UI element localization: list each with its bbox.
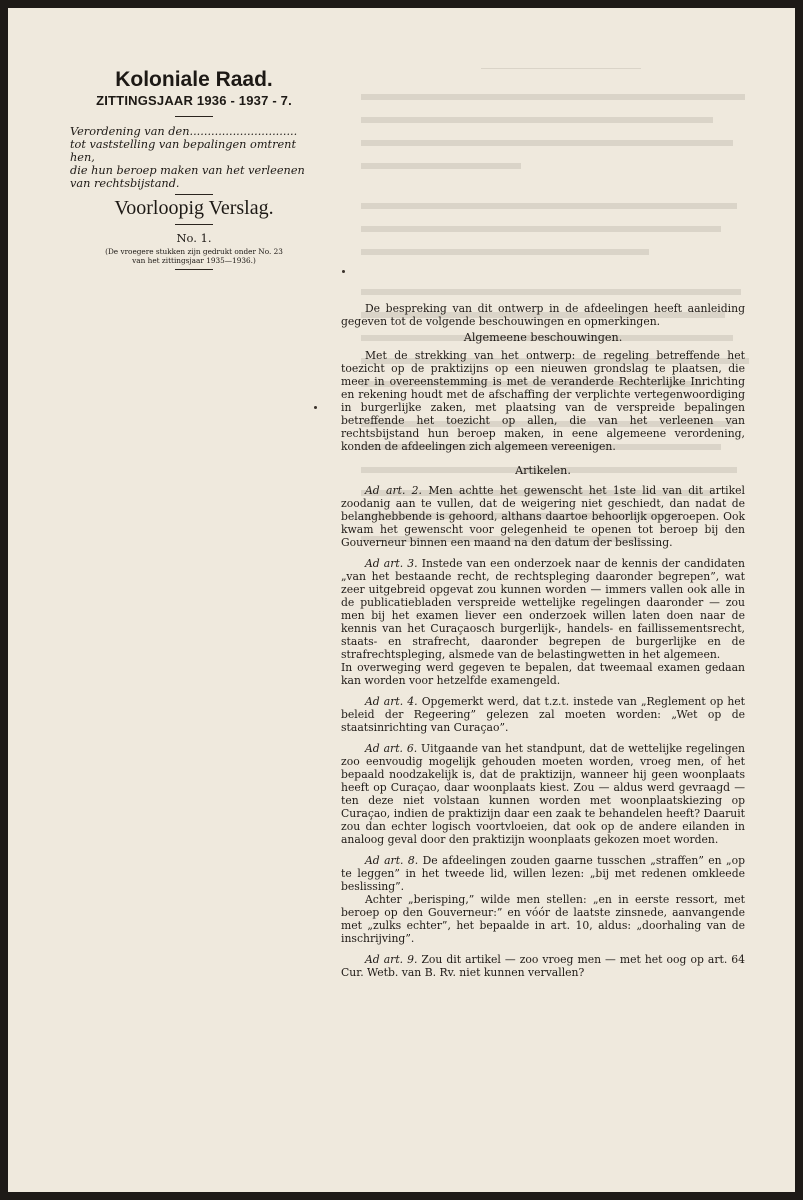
- divider: [175, 116, 213, 117]
- bleed-line: [361, 241, 649, 255]
- article-ref: Ad art. 8.: [365, 854, 419, 867]
- intro-paragraph: De bespreking van dit ontwerp in de afdeelingen heeft aanleiding gegeven tot de volgende beschouwingen en opmerkingen.: [341, 302, 745, 328]
- article-ref: Ad art. 2.: [365, 484, 422, 497]
- article-text: Instede van een onderzoek naar de kennis der candidaten „van het bestaande recht, de rechtspleging daaronder begrepen”, wat zeer uitgebreid opgevat zou kunnen worden — immers vallen ook alle in de publicatiebladen verspreide wettelijke regelingen daaronder — zou men bij het examen liever een onderzoek willen laten doen naar de kennis van het Curaçaosch burgerlijk-, handels- en faillissementsrecht, staats- en strafrecht, daaronder begrepen de burgerlijke en de strafrechtspleging, alsmede van de belastingwetten in het algemeen.: [341, 557, 745, 661]
- bleed-line: [361, 132, 733, 146]
- article-paragraph: [341, 695, 745, 734]
- print-speck: [342, 270, 345, 273]
- article-ref: Ad art. 4.: [365, 695, 418, 708]
- bleed-line: [361, 281, 741, 295]
- divider: [175, 224, 213, 225]
- subject-line: tot vaststelling van bepalingen omtrent hen,: [70, 138, 296, 164]
- report-body: [341, 302, 745, 979]
- bleed-line: [361, 155, 521, 169]
- subject-line: Verordening van den..............................: [70, 125, 298, 138]
- bleed-line: [361, 109, 713, 123]
- report-title: Voorloopig Verslag.: [114, 197, 274, 219]
- reference-note: [68, 247, 320, 265]
- document-page: [8, 8, 795, 1192]
- article-paragraph: [341, 854, 745, 893]
- article-text: De afdeelingen zouden gaarne tusschen „straffen” en „op te leggen” in het tweede lid, willen lezen: „bij met redenen omkleede beslissing”.: [341, 854, 745, 893]
- bleed-line: [361, 178, 761, 195]
- subject-line: van rechtsbijstand.: [70, 177, 180, 190]
- bleed-line: [361, 218, 721, 232]
- article-paragraph: [341, 742, 745, 846]
- subject-line: die hun beroep maken van het verleenen: [70, 164, 305, 177]
- article-text: Men achtte het gewenscht het 1ste lid van dit artikel zoodanig aan te vullen, dat de weigering niet geschiedt, dan nadat de belanghebbende is gehoord, althans daartoe behoorlijk opgeroepen. Ook kwam het gewenscht voor gelegenheid te openen tot beroep bij den Gouverneur binnen een maand na den datum der beslissing.: [341, 484, 745, 549]
- article-paragraph: [341, 484, 745, 549]
- note-line: (De vroegere stukken zijn gedrukt onder No. 23: [105, 247, 283, 256]
- article-text: Opgemerkt werd, dat t.z.t. instede van „Reglement op het beleid der Regeering” gelezen zal moeten worden: „Wet op de staatsinrichting van Curaçao”.: [341, 695, 746, 734]
- article-extra: Achter „berisping,” wilde men stellen: „en in eerste ressort, met beroep op den Gouverneur:” en vóór de laatste zinsnede, aanvangende met „zulks echter”, het bepaalde in art. 10, aldus: „doorhaling van de inschrijving”.: [341, 893, 745, 945]
- general-paragraph: Met de strekking van het ontwerp: de regeling betreffende het toezicht op de praktizijns op een nieuwen grondslag te plaatsen, die meer in overeenstemming is met de veranderde Rechterlijke Inrichting en rekening houdt met de afschaffing der verplichte vertegenwoordiging in burgerlijke zaken, met plaatsing van de verspreide bepalingen betreffende het toezicht op allen, die van het verleenen van rechtsbijstand hun beroep maken, in eene algemeene verordening, konden de afdeelingen zich algemeen vereenigen.: [341, 349, 745, 453]
- bleed-line: [361, 86, 745, 100]
- article-paragraph: [341, 557, 745, 661]
- article-extra: In overweging werd gegeven te bepalen, dat tweemaal examen gedaan kan worden voor hetzelfde examengeld.: [341, 661, 745, 687]
- article-paragraph: [341, 953, 745, 979]
- divider: [175, 194, 213, 195]
- article-ref: Ad art. 9.: [365, 953, 418, 966]
- page-title: Koloniale Raad.: [115, 68, 273, 91]
- print-speck: [314, 406, 317, 409]
- section-heading: Algemeene beschouwingen.: [463, 331, 623, 344]
- article-ref: Ad art. 3.: [365, 557, 418, 570]
- session-year: ZITTINGSJAAR 1936 - 1937 - 7.: [96, 93, 292, 108]
- article-text: Zou dit artikel — zoo vroeg men — met het oog op art. 64 Cur. Wetb. van B. Rv. niet kunnen vervallen?: [341, 953, 745, 979]
- document-number: No. 1.: [176, 231, 212, 245]
- section-heading: Artikelen.: [515, 464, 571, 477]
- subject-description: [70, 125, 320, 190]
- bleed-line: [361, 264, 761, 281]
- document-header: [68, 68, 320, 270]
- article-text: Uitgaande van het standpunt, dat de wettelijke regelingen zoo eenvoudig mogelijk gehouden moeten worden, vroeg men, of het bepaald noodzakelijk is, dat de praktizijn, wanneer hij geen woonplaats heeft op Curaçao, daar woonplaats kiest. Zou — aldus werd gevraagd — ten deze niet volstaan kunnen worden met woonplaatskiezing op Curaçao, indien de praktizijn daar een zaak te behandelen heeft? Daaruit zou dan echter logisch voortvloeien, dat ook op de andere eilanden in analoog geval door den praktizijn woonplaats gekozen moet worden.: [341, 742, 745, 846]
- bleed-line: [361, 195, 737, 209]
- divider: [175, 269, 213, 270]
- note-line: van het zittingsjaar 1935—1936.): [132, 256, 256, 265]
- article-ref: Ad art. 6.: [365, 742, 418, 755]
